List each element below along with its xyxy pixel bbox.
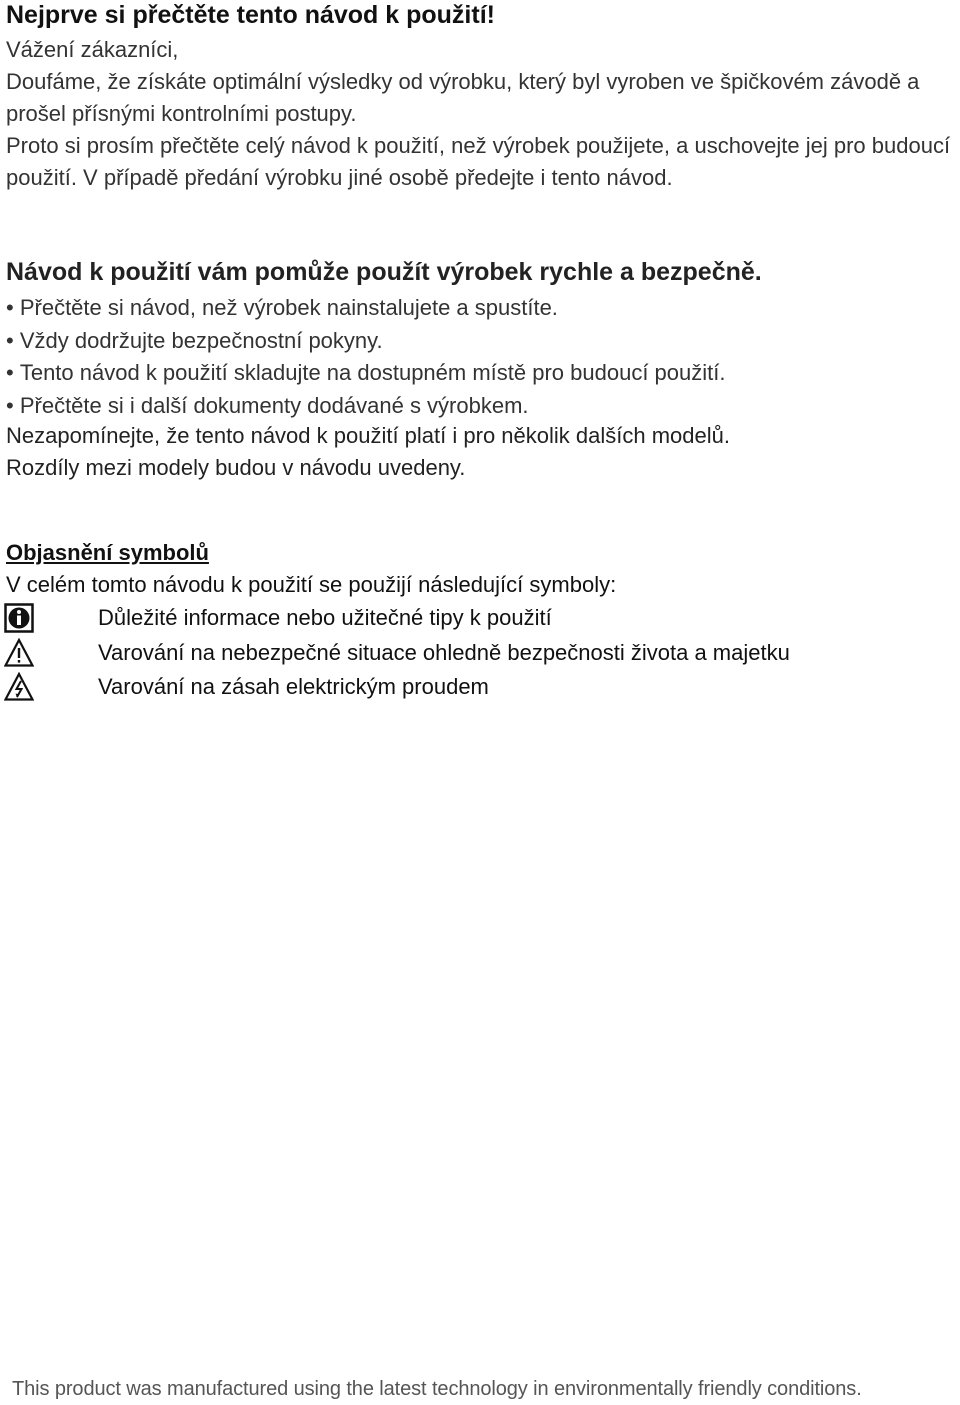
footer-note: This product was manufactured using the latest technology in environmentally friendly conditions.	[12, 1378, 862, 1400]
note-line: Rozdíly mezi modely budou v návodu uvedeny.	[6, 454, 466, 480]
symbol-row-info	[4, 603, 954, 637]
list-item: • Vždy dodržujte bezpečnostní pokyny.	[6, 325, 956, 358]
list-item: • Přečtěte si návod, než výrobek nainstalujete a spustíte.	[6, 292, 956, 325]
symbol-label: Varování na zásah elektrickým proudem	[98, 674, 489, 699]
intro-paragraph: Doufáme, že získáte optimální výsledky od výrobku, který byl vyroben ve špičkovém závodě a prošel přísnými kontrolními postupy.	[6, 69, 920, 126]
intro-text	[6, 34, 956, 194]
list-item: • Tento návod k použití skladujte na dostupném místě pro budoucí použití.	[6, 357, 956, 390]
note-line: Nezapomínejte, že tento návod k použití platí i pro několik dalších modelů.	[6, 423, 730, 448]
warning-icon	[4, 638, 34, 668]
symbol-label: Důležité informace nebo užitečné tipy k použití	[98, 605, 552, 630]
list-item: • Přečtěte si i další dokumenty dodávané s výrobkem.	[6, 390, 956, 423]
symbols-intro: V celém tomto návodu k použití se použijí následující symboly:	[6, 572, 617, 597]
model-notes	[6, 420, 956, 483]
section-heading: Návod k použití vám pomůže použít výrobek rychle a bezpečně.	[6, 258, 762, 286]
symbol-row-electric	[4, 672, 954, 706]
info-icon	[4, 603, 34, 633]
intro-greeting: Vážení zákazníci,	[6, 37, 179, 62]
symbols-title: Objasnění symbolů	[6, 540, 209, 565]
page-heading: Nejprve si přečtěte tento návod k použití!	[6, 1, 495, 29]
instruction-list	[6, 292, 956, 422]
intro-paragraph: Proto si prosím přečtěte celý návod k použití, než výrobek použijete, a uschovejte jej pro budoucí použití. V případě předání výrobku jiné osobě předejte i tento návod.	[6, 133, 951, 190]
electric-shock-icon	[4, 672, 34, 702]
symbol-label: Varování na nebezpečné situace ohledně bezpečnosti života a majetku	[98, 640, 790, 665]
symbol-row-warning	[4, 638, 954, 672]
